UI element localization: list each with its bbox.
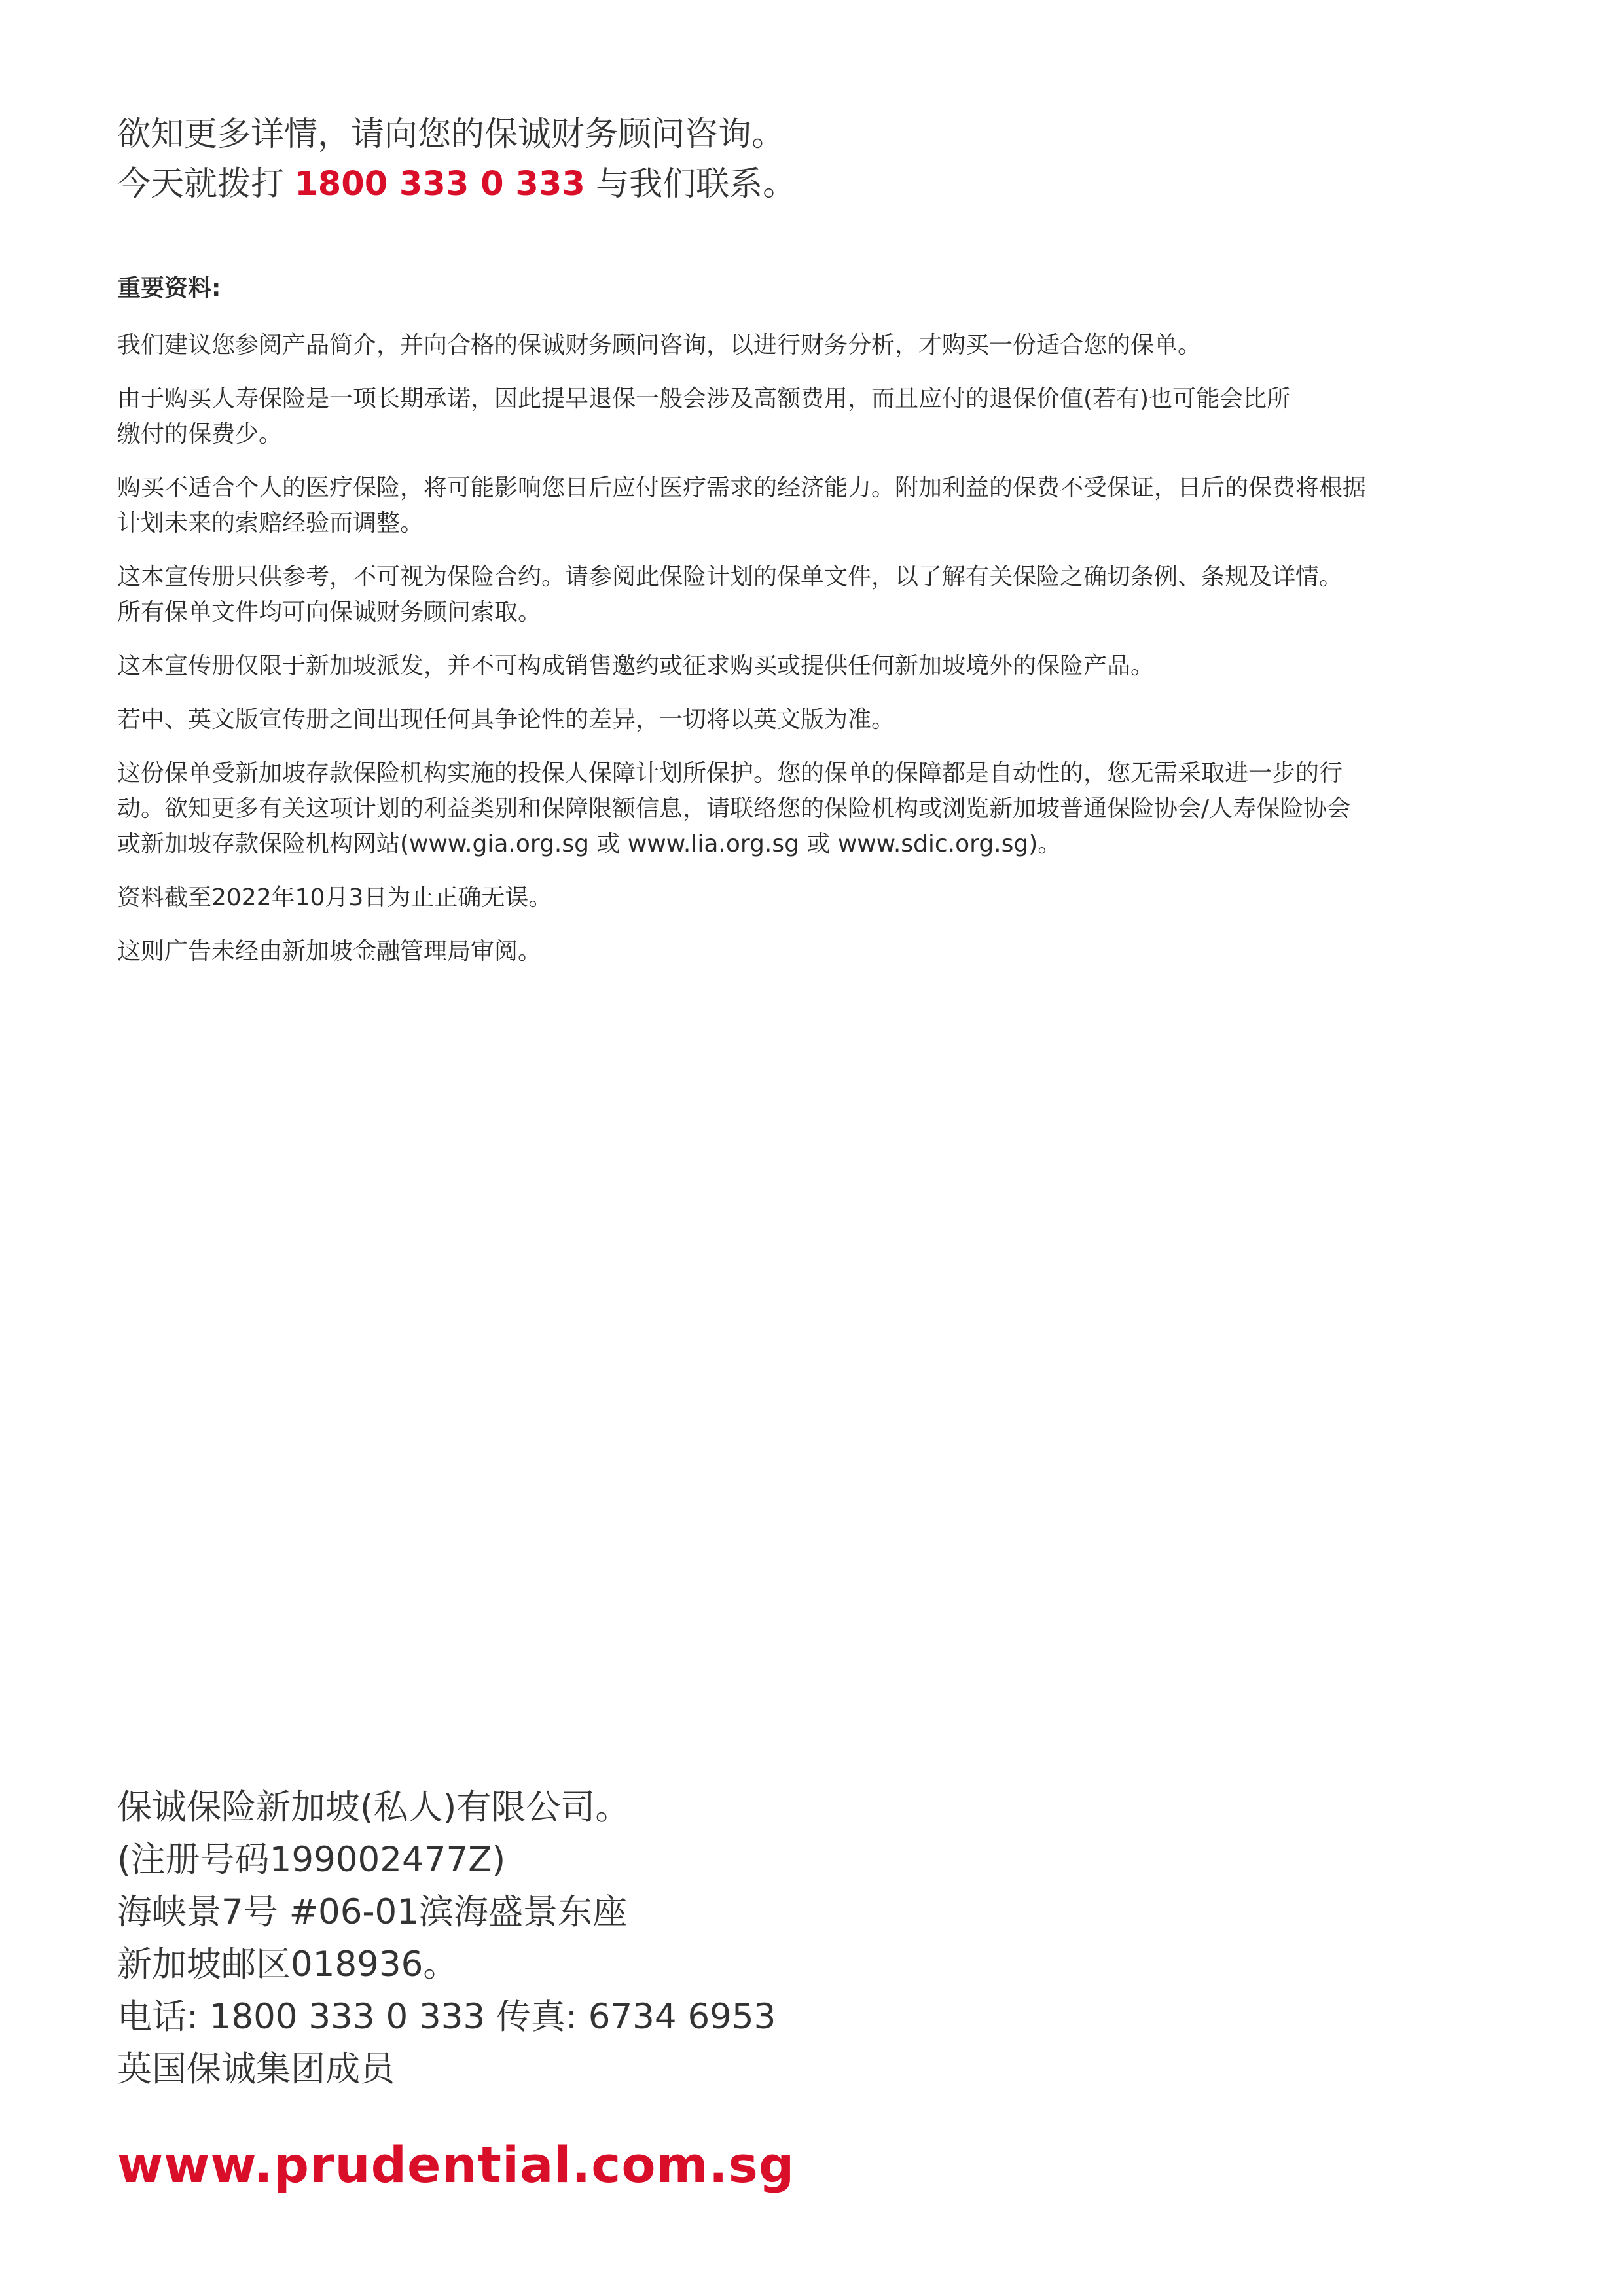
website-link[interactable]: www.prudential.com.sg — [117, 2136, 795, 2194]
phone-fax: 电话: 1800 333 0 333 传真: 6734 6953 — [117, 1997, 776, 2037]
contact-phone-number[interactable]: 1800 333 0 333 — [295, 165, 585, 204]
important-paragraph: 资料截至2022年10月3日为止正确无误。 — [117, 884, 552, 911]
important-paragraph: 这则广告未经由新加坡金融管理局审阅。 — [117, 938, 542, 965]
important-paragraph: 这本宣传册仅限于新加坡派发，并不可构成销售邀约或征求购买或提供任何新加坡境外的保险产品。 — [117, 653, 1155, 679]
contact-call-prefix: 今天就拨打 — [117, 165, 285, 204]
postal-code: 新加坡邮区018936。 — [117, 1945, 458, 1984]
contact-call-suffix: 与我们联系。 — [596, 165, 797, 204]
important-heading: 重要资料: — [117, 275, 221, 302]
important-information — [117, 272, 1531, 988]
important-paragraph: 购买不适合个人的医疗保险，将可能影响您日后应付医疗需求的经济能力。附加利益的保费不受保证，日后的保费将根据 计划未来的索赔经验而调整。 — [117, 475, 1367, 537]
registration-number: (注册号码199002477Z) — [117, 1840, 506, 1880]
company-address — [117, 1782, 1295, 2096]
important-paragraph: 我们建议您参阅产品简介，并向合格的保诚财务顾问咨询，以进行财务分析，才购买一份适合您的保单。 — [117, 332, 1202, 359]
contact-line-1: 欲知更多详情，请向您的保诚财务顾问咨询。 — [117, 115, 785, 154]
important-paragraph: 若中、英文版宣传册之间出现任何具争论性的差异，一切将以英文版为准。 — [117, 706, 895, 733]
important-paragraph: 这份保单受新加坡存款保险机构实施的投保人保障计划所保护。您的保单的保障都是自动性的，您无需采取进一步的行 动。欲知更多有关这项计划的利益类别和保障限额信息，请联络您的保险机构或浏览新加坡普通保险协会/人寿保险协会 或新加坡存款保险机构网站(www.gia.org.sg 或 www.lia.org.sg 或 www.sdic.org.sg)。 — [117, 760, 1351, 857]
group-membership: 英国保诚集团成员 — [117, 2049, 395, 2089]
company-name: 保诚保险新加坡(私人)有限公司。 — [117, 1787, 630, 1827]
contact-block — [117, 110, 1492, 209]
street-address: 海峡景7号 #06-01滨海盛景东座 — [117, 1892, 627, 1932]
important-paragraph: 这本宣传册只供参考，不可视为保险合约。请参阅此保险计划的保单文件，以了解有关保险之确切条例、条规及详情。 所有保单文件均可向保诚财务顾问索取。 — [117, 564, 1343, 626]
important-paragraph: 由于购买人寿保险是一项长期承诺，因此提早退保一般会涉及高额费用，而且应付的退保价值(若有)也可能会比所 缴付的保费少。 — [117, 386, 1291, 448]
contact-line-2 — [117, 160, 1492, 209]
